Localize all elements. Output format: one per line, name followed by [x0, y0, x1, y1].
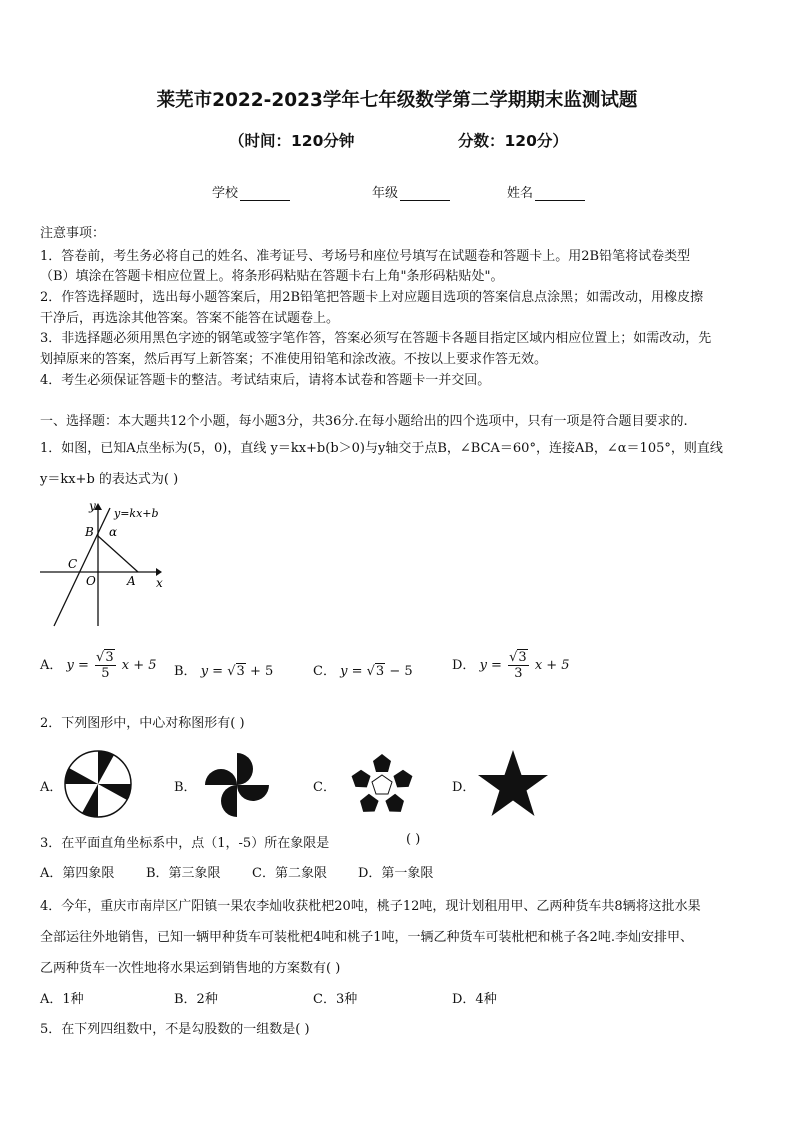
- name-field[interactable]: [507, 182, 585, 201]
- notice-line: 2．作答选择题时，选出每小题答案后，用2B铅笔把答题卡上对应题目选项的答案信息点涂黑；如需改动，用橡皮擦: [40, 290, 704, 305]
- notice-heading: 注意事项：: [40, 226, 106, 241]
- pinwheel-circle-figure[interactable]: [62, 748, 134, 820]
- notice-line: 干净后，再选涂其他答案。答案不能答在试题卷上。: [40, 311, 340, 326]
- exam-score: 分数：120分）: [458, 132, 568, 150]
- fraction-numerator: 3: [105, 650, 114, 665]
- option-lhs: y =: [479, 658, 502, 673]
- question-4-text: 乙两种货车一次性地将水果运到销售地的方案数有( ): [40, 961, 341, 976]
- segment-ab: [98, 536, 138, 572]
- grade-field[interactable]: [372, 182, 450, 201]
- pinwheel-figure[interactable]: [200, 750, 274, 820]
- option-tail: + 5: [249, 664, 274, 679]
- grade-label: 年级: [372, 186, 399, 201]
- grade-blank[interactable]: [400, 187, 450, 201]
- question-4-text: 4．今年，重庆市南岸区广阳镇一果农李灿收获枇杷20吨，桃子12吨，现计划租用甲、乙两种货车共8辆将这批水果: [40, 899, 701, 914]
- option-a-label[interactable]: A．: [40, 780, 63, 795]
- option-d[interactable]: D．4种: [452, 992, 497, 1007]
- question-2-text: 2．下列图形中，中心对称图形有( ): [40, 716, 245, 731]
- fraction-denominator: 5: [101, 666, 110, 681]
- school-blank[interactable]: [240, 187, 290, 201]
- y-axis-label: y: [89, 500, 96, 513]
- option-lhs: y =: [66, 658, 89, 673]
- origin-label: O: [86, 574, 96, 588]
- question-3-text: 3．在平面直角坐标系中，点（1，-5）所在象限是: [40, 836, 330, 851]
- option-lhs: y =: [340, 664, 363, 679]
- section-heading: 一、选择题：本大题共12个小题，每小题3分，共36分.在每小题给出的四个选项中，只有一项是符合题目要求的.: [40, 414, 688, 429]
- option-label: C．: [313, 664, 336, 679]
- name-label: 姓名: [507, 186, 534, 201]
- option-lhs: y =: [200, 664, 224, 679]
- name-blank[interactable]: [535, 187, 585, 201]
- fraction-numerator: 3: [518, 650, 527, 665]
- option-b-label[interactable]: B．: [174, 780, 197, 795]
- x-axis-arrow: [156, 568, 162, 576]
- star-figure[interactable]: [476, 748, 550, 818]
- question-5-text: 5．在下列四组数中，不是勾股数的一组数是( ): [40, 1022, 310, 1037]
- notice-line: （B）填涂在答题卡相应位置上。将条形码粘贴在答题卡右上角"条形码粘贴处"。: [40, 269, 504, 284]
- option-d[interactable]: D． y = $\frac{√3}{3}$ x + 5: [452, 650, 570, 681]
- fraction-denominator: 3: [514, 666, 523, 681]
- notice-line: 1．答卷前，考生务必将自己的姓名、准考证号、考场号和座位号填写在试题卷和答题卡上。用2B铅笔将试卷类型: [40, 249, 691, 264]
- option-c[interactable]: C．3种: [313, 992, 358, 1007]
- option-c[interactable]: C． y = √3 − 5: [313, 664, 413, 679]
- option-tail: x + 5: [534, 658, 570, 673]
- option-a[interactable]: A．第四象限: [40, 866, 115, 881]
- alpha-label: α: [109, 525, 118, 539]
- pentagon-flower-figure[interactable]: [346, 748, 418, 820]
- radicand: 3: [375, 664, 385, 679]
- point-c-label: C: [68, 557, 78, 571]
- line-label: y=kx+b: [114, 507, 159, 520]
- option-b[interactable]: B．第三象限: [146, 866, 221, 881]
- notice-line: 3．非选择题必须用黑色字迹的钢笔或签字笔作答，答案必须写在答题卡各题目指定区域内相应位置上；如需改动，先: [40, 331, 712, 346]
- question-1-text: y＝kx+b 的表达式为( ): [40, 472, 179, 487]
- line-kx-b: [54, 508, 110, 626]
- page-title: 莱芜市2022-2023学年七年级数学第二学期期末监测试题: [156, 90, 638, 111]
- question-4-text: 全部运往外地销售，已知一辆甲种货车可装枇杷4吨和桃子1吨，一辆乙种货车可装枇杷和桃子各2吨.李灿安排甲、: [40, 930, 693, 945]
- point-b-label: B: [85, 525, 94, 539]
- question-1-text: 1．如图，已知A点坐标为(5，0)，直线 y＝kx+b(b＞0)与y轴交于点B，∠BCA＝60°，连接AB，∠α＝105°，则直线: [40, 441, 723, 456]
- option-label: A．: [40, 658, 63, 673]
- notice-line: 划掉原来的答案，然后再写上新答案；不准使用铅笔和涂改液。不按以上要求作答无效。: [40, 352, 548, 367]
- x-axis-label: x: [156, 576, 163, 590]
- option-c-label[interactable]: C．: [313, 780, 336, 795]
- option-tail: x + 5: [121, 658, 157, 673]
- option-d-label[interactable]: D．: [452, 780, 476, 795]
- answer-paren: ( ): [406, 832, 421, 847]
- option-b[interactable]: B．2种: [174, 992, 218, 1007]
- option-b[interactable]: B． y = √3 + 5: [174, 664, 274, 679]
- option-label: D．: [452, 658, 476, 673]
- point-a-label: A: [127, 574, 136, 588]
- question-1-figure: [38, 500, 168, 630]
- radicand: 3: [236, 664, 245, 679]
- school-field[interactable]: [212, 182, 290, 201]
- school-label: 学校: [212, 186, 239, 201]
- exam-time: （时间：120分钟: [229, 132, 355, 150]
- option-d[interactable]: D．第一象限: [358, 866, 434, 881]
- notice-line: 4．考生必须保证答题卡的整洁。考试结束后，请将本试卷和答题卡一并交回。: [40, 373, 491, 388]
- option-a[interactable]: A． y = $\frac{√3}{5}$ x + 5: [40, 650, 157, 681]
- option-c[interactable]: C．第二象限: [252, 866, 327, 881]
- option-tail: − 5: [389, 664, 413, 679]
- option-label: B．: [174, 664, 197, 679]
- option-a[interactable]: A．1种: [40, 992, 84, 1007]
